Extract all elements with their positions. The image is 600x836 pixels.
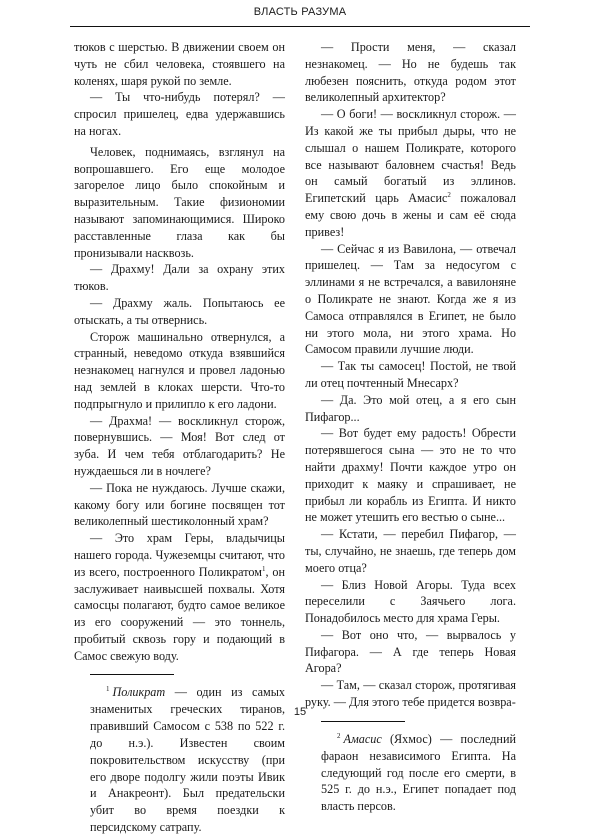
paragraph: — Да. Это мой отец, а я его сын Пифагор... <box>305 392 516 424</box>
paragraph-text: , он заслуживает наивысшей похвалы. Хотя самосцы полагают, будто самое великое из его сооружений — это тоннель, пробитый сквозь гору и подающий в Самос свежую воду. <box>74 564 285 663</box>
footnote-ref: 1 <box>261 564 266 573</box>
footnote-term: Амасис <box>343 731 382 746</box>
paragraph <box>305 106 516 240</box>
paragraph: тюков с шерстью. В движении своем он чуть не сбил человека, стоявшего на коленях, шаря рукой по земле. <box>74 40 285 88</box>
paragraph: — Ты что-нибудь потерял? — спросил пришелец, едва удержавшись на ногах. <box>74 90 285 138</box>
footnote <box>305 728 516 815</box>
paragraph: — Там, — сказал сторож, протягивая руку. — Для этого тебе придется возвра- <box>305 678 516 710</box>
paragraph: — Кстати, — перебил Пифагор, — ты, случайно, не знаешь, где теперь дом моего отца? <box>305 527 516 575</box>
footnote-text: (Яхмос) — последний фараон независимого Египта. На следующий год после его смерти, в 525 г. до н.э., Египет попадает под власть персов. <box>321 731 516 814</box>
header-rule <box>70 26 530 27</box>
paragraph: — Так ты самосец! Постой, не твой ли отец почтенный Мнесарх? <box>305 359 516 390</box>
footnote-term: Поликрат <box>112 685 166 700</box>
right-column <box>305 39 516 815</box>
footnote-rule <box>90 674 174 675</box>
paragraph: Сторож машинально отвернулся, а странный, неведомо откуда взявшийся незнакомец нагнулся и провел ладонью над землей в клоках шерсти. Что-то подпрыгнуло и прилипло к его ладони. <box>74 329 285 411</box>
page-number: 15 <box>293 706 307 718</box>
paragraph: — Вот оно что, — вырвалось у Пифагора. — А где теперь Новая Агора? <box>305 627 516 676</box>
paragraph: — Сейчас я из Вавилона, — отвечал пришелец. — Там за недосугом с эллинами я не встречался, а вавилоняне о Поликрате не знают. Когда же я из Самоса отправлялся в Египет, не было ни этого мола, ни этого храма. Но Самосом правили лучшие люди. <box>305 241 516 357</box>
footnote-rule <box>321 721 405 722</box>
paragraph: — Прости меня, — сказал незнакомец. — Но не будешь так любезен пояснить, откуда родом этот великолепный архитектор? <box>305 40 516 105</box>
paragraph-text: — Это храм Геры, владычицы нашего города. Чужеземцы считают, что из всего, построенного Поликратом <box>74 531 285 579</box>
paragraph: Человек, поднимаясь, взглянул на вопрошавшего. Его еще молодое загорелое лицо было спокойным и выразительным. Такие физиономии называют запоминающимися. Широко расставленные глаза как бы пронизывали насквозь. <box>74 144 285 260</box>
paragraph: — Драхму жаль. Попытаюсь ее отыскать, а ты отвернись. <box>74 295 285 327</box>
footnote <box>74 681 285 835</box>
paragraph: — Драхму! Дали за охрану этих тюков. <box>74 262 285 294</box>
running-head: ВЛАСТЬ РАЗУМА <box>253 6 347 18</box>
paragraph-text: пожаловал ему свою дочь в жены и сам её сюда привез! <box>305 191 516 239</box>
paragraph: — Драхма! — воскликнул сторож, повернувшись. — Моя! Вот след от зуба. И чем тебя отблагодарить? Не нуждаешься ли в ночлеге? <box>74 413 285 478</box>
paragraph-text: — О боги! — воскликнул сторож. — Из какой же ты прибыл дыры, что не слышал о нашем Поликрате, которого все называют баловнем счастья! Ведь он самый богатый из эллинов. Египетский царь Амасис <box>305 107 516 206</box>
paragraph: — Пока не нуждаюсь. Лучше скажи, какому богу или богине посвящен тот великолепный шестиколонный храм? <box>74 480 285 529</box>
footnote-text: — один из самых знаменитых греческих тиранов, правивший Самосом с 538 по 522 г. до н.э.). Известен своим покровительством искусству (при его дворе подолгу жили поэты Ивик и Анакреонт). Был предательски убит во время поездки к персидскому сатрапу. <box>90 685 285 834</box>
footnote-number: 1 <box>106 685 110 694</box>
paragraph: — Близ Новой Агоры. Туда всех переселили с Заячьего лога. Понадобилось место для храма Геры. <box>305 577 516 626</box>
footnote-number: 2 <box>337 731 341 740</box>
paragraph <box>74 530 285 664</box>
footnote-ref: 2 <box>447 191 451 200</box>
paragraph: — Вот будет ему радость! Обрести потерявшегося сына — это не то что найти драхму! Почти каждое утро он приходит к маяку и спрашивает, не прибыл ли корабль из Египта. И никто не может утешить его вестью о сыне... <box>305 426 516 525</box>
